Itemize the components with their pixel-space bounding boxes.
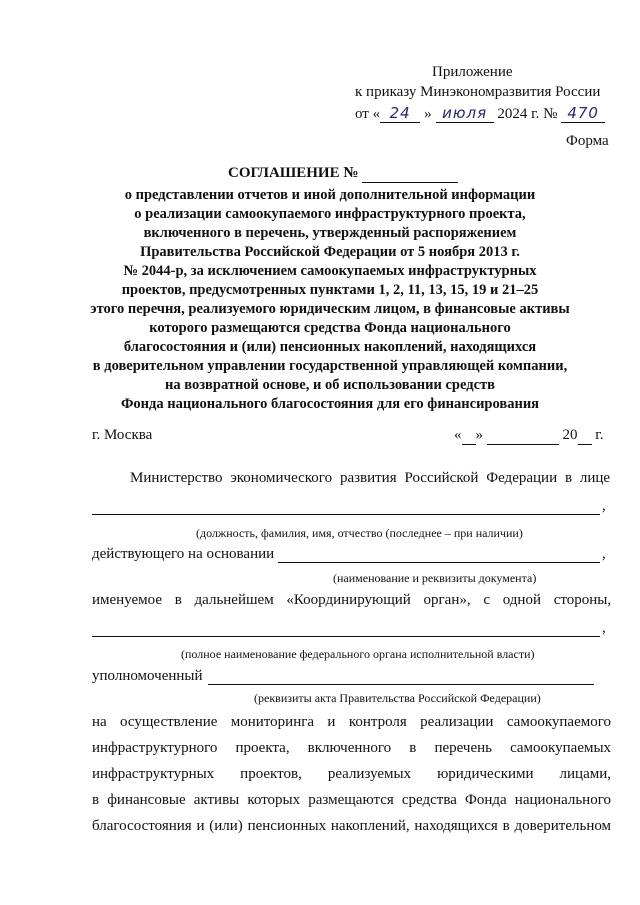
agreement-heading-text: СОГЛАШЕНИЕ №	[228, 165, 359, 181]
paragraph-line	[92, 766, 611, 783]
title-line: включенного в перечень, утвержденный распоряжением	[143, 225, 517, 241]
title-line: этого перечня, реализуемого юридическим лицом, в финансовые активы	[90, 301, 570, 317]
word: инфраструктурных	[92, 766, 215, 782]
handwritten-day: 24	[380, 104, 420, 123]
comma: ,	[602, 546, 606, 562]
word: лицами,	[559, 766, 612, 782]
handwritten-order-number: 470	[561, 104, 605, 123]
word: с	[483, 592, 491, 608]
word: проектов,	[240, 766, 302, 782]
word: в	[174, 592, 182, 608]
agreement-heading	[228, 165, 458, 183]
word: в	[409, 740, 417, 756]
ministry-line	[130, 470, 610, 487]
handwritten-month: июля	[436, 104, 494, 123]
date-prefix: от «	[355, 106, 381, 122]
acting-on-basis-label: действующего на основании	[92, 546, 275, 562]
word: Федерации	[486, 470, 558, 486]
word: Министерство	[130, 470, 223, 486]
document-caption: (наименование и реквизиты документа)	[333, 571, 537, 585]
year-suffix: г.	[595, 427, 604, 443]
word: контроля	[348, 714, 407, 730]
title-line: на возвратной основе, и об использовании средств	[165, 377, 495, 393]
word: благосостояния	[92, 818, 192, 834]
agreement-number-blank	[362, 165, 458, 183]
title-line: которого размещаются средства Фонда национального	[149, 320, 511, 336]
word: юридическими	[437, 766, 534, 782]
paragraph-line	[92, 740, 611, 757]
word: размещаются	[308, 792, 394, 808]
date-open-quote: «	[454, 427, 462, 443]
title-line: Правительства Российской Федерации от 5 ноября 2013 г.	[140, 244, 520, 260]
word: одной	[502, 592, 541, 608]
paragraph-line	[92, 714, 611, 731]
authorized-label: уполномоченный	[92, 668, 203, 684]
word: Фонда	[465, 792, 507, 808]
authority-caption: (полное наименование федерального органа исполнительной власти)	[181, 647, 535, 661]
month-blank	[487, 427, 559, 445]
word: которых	[247, 792, 301, 808]
word: национального	[514, 792, 611, 808]
word: пенсионных	[247, 818, 327, 834]
comma: ,	[602, 620, 606, 636]
word: самоокупаемого	[506, 714, 612, 730]
date-close-quote: »	[475, 427, 483, 443]
form-label: Форма	[566, 133, 609, 149]
city: г. Москва	[92, 427, 153, 443]
word: в	[502, 818, 510, 834]
word: дальнейшем	[194, 592, 274, 608]
word: активы	[193, 792, 240, 808]
title-line: в доверительном управлении государственной управляющей компании,	[92, 358, 568, 374]
word: реализации	[420, 714, 494, 730]
word: лице	[579, 470, 611, 486]
year-suffix: 2024 г. №	[497, 106, 558, 122]
representative-blank-line	[92, 514, 600, 515]
word: доверительном	[514, 818, 612, 834]
paragraph-line	[92, 818, 611, 835]
word: в	[564, 470, 573, 486]
basis-blank-line	[278, 562, 600, 563]
word: именуемое	[92, 592, 162, 608]
word: «Координирующий	[286, 592, 411, 608]
word: накоплений,	[330, 818, 410, 834]
day-blank	[462, 427, 476, 445]
act-caption: (реквизиты акта Правительства Российской Федерации)	[254, 691, 541, 705]
word: мониторинга	[230, 714, 315, 730]
word: средства	[401, 792, 457, 808]
word: осуществление	[120, 714, 218, 730]
hereinafter-line	[92, 592, 611, 609]
agreement-title	[70, 186, 590, 414]
act-blank-line	[208, 684, 594, 685]
word: проекта,	[235, 740, 290, 756]
year-blank	[578, 427, 592, 445]
date-mid: »	[424, 106, 432, 122]
agreement-date	[454, 427, 603, 445]
title-line: проектов, предусмотренных пунктами 1, 2, 11, 13, 15, 19 и 21–25	[121, 282, 539, 298]
order-reference: к приказу Минэкономразвития России	[355, 84, 601, 100]
word: стороны,	[553, 592, 612, 608]
word: находящихся	[414, 818, 498, 834]
word: инфраструктурного	[92, 740, 218, 756]
word: в	[92, 792, 100, 808]
title-line: о реализации самоокупаемого инфраструктурного проекта,	[134, 206, 526, 222]
word: экономического	[230, 470, 333, 486]
word: реализуемых	[327, 766, 412, 782]
title-line: Фонда национального благосостояния для его финансирования	[120, 396, 540, 412]
paragraph-line	[92, 792, 611, 809]
order-date-line	[355, 104, 605, 123]
word: финансовые	[107, 792, 186, 808]
representative-caption: (должность, фамилия, имя, отчество (последнее – при наличии)	[196, 526, 523, 540]
appendix-label: Приложение	[432, 64, 513, 80]
year-prefix: 20	[562, 427, 578, 443]
word: включенного	[307, 740, 392, 756]
authority-blank-line	[92, 636, 600, 637]
word: перечень	[434, 740, 492, 756]
word: Российской	[404, 470, 479, 486]
title-line: о представлении отчетов и иной дополнительной информации	[124, 187, 536, 203]
title-line: благосостояния и (или) пенсионных накоплений, находящихся	[123, 339, 537, 355]
word: и	[327, 714, 336, 730]
title-line: № 2044-р, за исключением самоокупаемых инфраструктурных	[123, 263, 537, 279]
word: орган»,	[423, 592, 471, 608]
comma: ,	[602, 498, 606, 514]
word: (или)	[209, 818, 243, 834]
word: и	[196, 818, 205, 834]
word: развития	[339, 470, 397, 486]
word: самоокупаемых	[510, 740, 612, 756]
word: на	[92, 714, 107, 730]
